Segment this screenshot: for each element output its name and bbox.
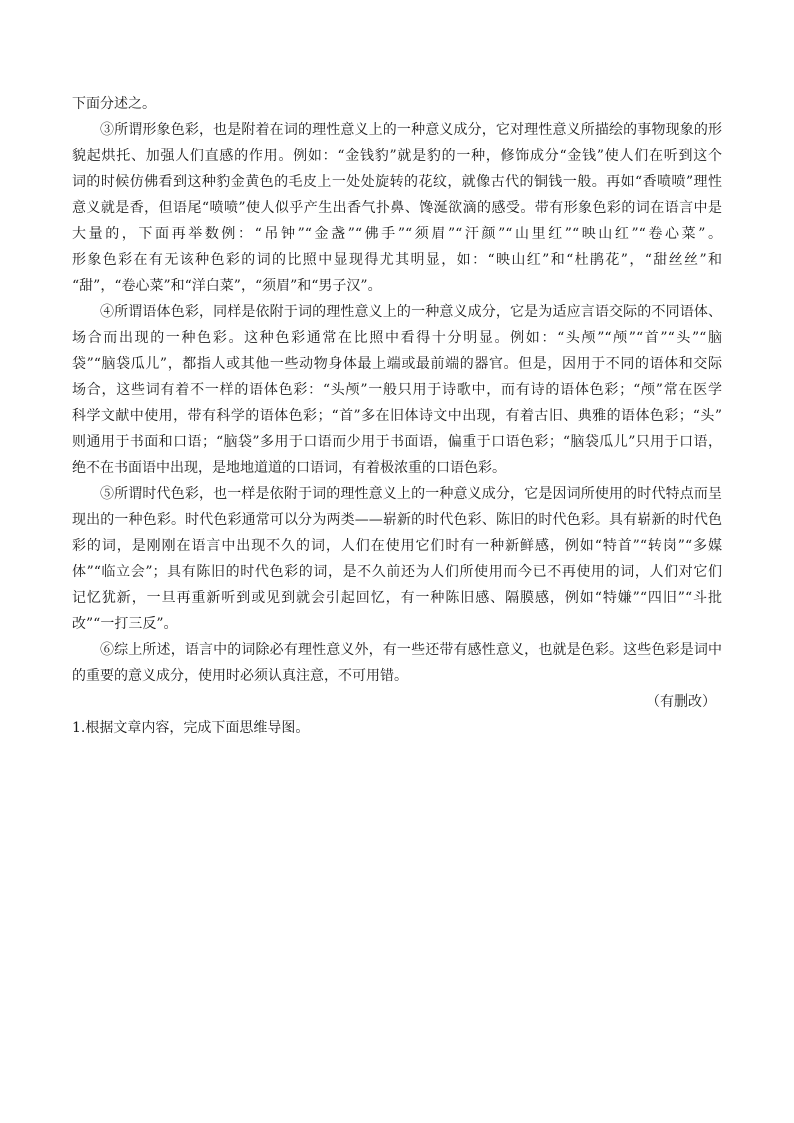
paragraph-5 [72,481,722,637]
paragraph-line: 场合而出现的一种色彩。这种色彩通常在比照中看得十分明显。例如：“头颅”“颅”“首”“头”“脑 [72,330,722,346]
paragraph-line: 记忆犹新，一旦再重新听到或见到就会引起回忆，有一种陈旧感、隔膜感，例如“特嫌”“四旧”“斗批 [72,590,722,606]
paragraph-6 [72,637,722,689]
paragraph-line: 袋”“脑袋瓜儿”，都指人或其他一些动物身体最上端或最前端的器官。但是，因用于不同的语体和交际 [72,356,722,372]
document-page [72,91,722,741]
paragraph-line: ⑤所谓时代色彩，也一样是依附于词的理性意义上的一种意义成分，它是因词所使用的时代特点而呈 [100,486,722,502]
paragraph-line: 现出的一种色彩。时代色彩通常可以分为两类——崭新的时代色彩、陈旧的时代色彩。具有崭新的时代色 [72,512,722,528]
paragraph-line: “甜”，“卷心菜”和“洋白菜”，“须眉”和“男子汉”。 [72,278,382,294]
paragraph-line: 形象色彩在有无该种色彩的词的比照中显现得尤其明显，如：“映山红”和“杜鹃花”，“甜丝丝”和 [72,252,722,268]
paragraph-line: 体”“临立会”；具有陈旧的时代色彩的词，是不久前还为人们所使用而今已不再使用的词，人们对它们 [72,564,722,580]
question-1: 1.根据文章内容，完成下面思维导图。 [72,720,310,736]
paragraph-line: 绝不在书面语中出现，是地地道道的口语词，有着极浓重的口语色彩。 [72,460,506,476]
paragraph-line: 则通用于书面和口语；“脑袋”多用于口语而少用于书面语，偏重于口语色彩；“脑袋瓜儿”只用于口语， [72,434,722,450]
source-note: （有删改） [646,694,716,710]
paragraph-line: ③所谓形象色彩，也是附着在词的理性意义上的一种意义成分，它对理性意义所描绘的事物现象的形 [100,122,722,138]
paragraph-line: 彩的词，是刚刚在语言中出现不久的词，人们在使用它们时有一种新鲜感，例如“特首”“转岗”“多媒 [72,538,722,554]
paragraph-line: 的重要的意义成分，使用时必须认真注意，不可用错。 [72,668,408,684]
paragraph-line: 科学文献中使用，带有科学的语体色彩；“首”多在旧体诗文中出现，有着古旧、典雅的语体色彩；“头” [72,408,722,424]
paragraph-line: 词的时候仿佛看到这种豹金黄色的毛皮上一处处旋转的花纹，就像古代的铜钱一般。再如“香喷喷”理性 [72,174,722,190]
paragraph-line: 貌起烘托、加强人们直感的作用。例如：“金钱豹”就是豹的一种，修饰成分“金钱”使人们在听到这个 [72,148,722,164]
paragraph-line: 大量的，下面再举数例：“吊钟”“金盏”“佛手”“须眉”“汗颜”“山里红”“映山红”“卷心菜”。 [72,226,722,242]
intro-line: 下面分述之。 [72,96,156,112]
paragraph-line: ④所谓语体色彩，同样是依附于词的理性意义上的一种意义成分，它是为适应言语交际的不同语体、 [100,304,722,320]
paragraph-line: 改”“一打三反”。 [72,616,178,632]
paragraph-line: 场合，这些词有着不一样的语体色彩：“头颅”一般只用于诗歌中，而有诗的语体色彩；“颅”常在医学 [72,382,722,398]
paragraph-3 [72,117,722,299]
paragraph-4 [72,299,722,481]
paragraph-line: 意义就是香，但语尾“喷喷”使人似乎产生出香气扑鼻、馋涎欲滴的感受。带有形象色彩的词在语言中是 [72,200,722,216]
paragraph-line: ⑥综上所述，语言中的词除必有理性意义外，有一些还带有感性意义，也就是色彩。这些色彩是词中 [100,642,722,658]
